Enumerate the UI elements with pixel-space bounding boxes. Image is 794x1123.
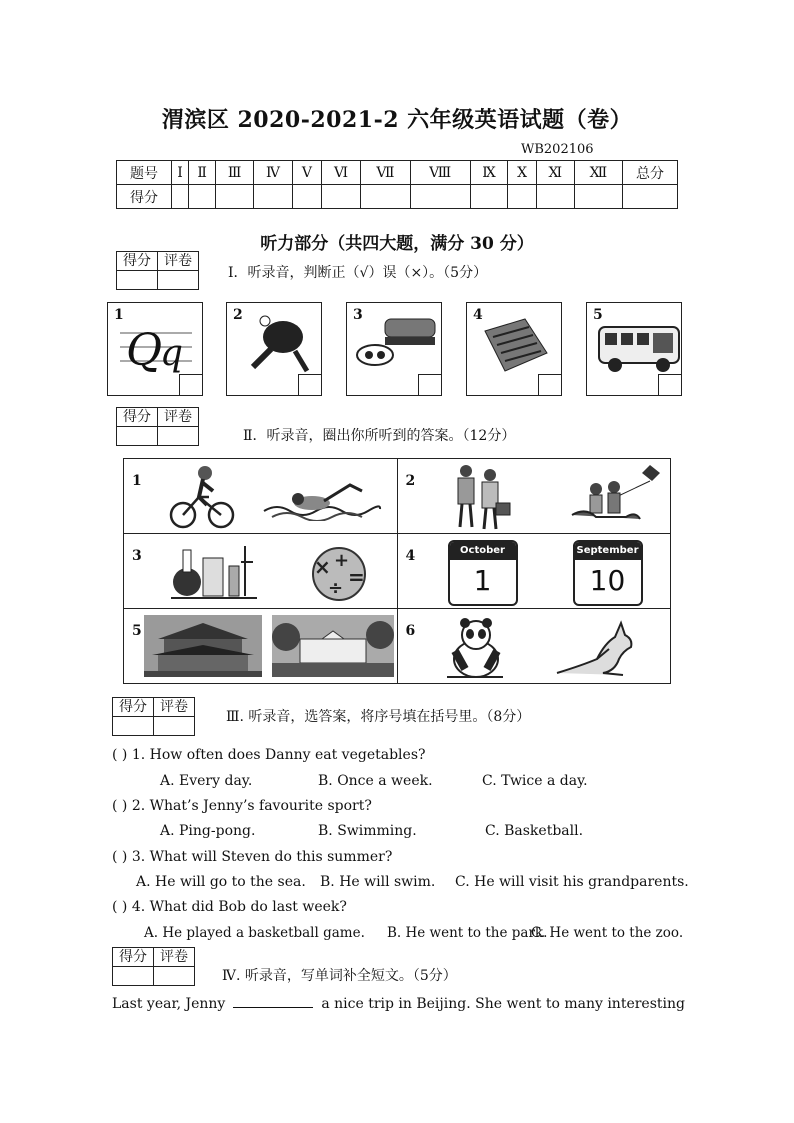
question-text: 1. How often does Danny eat vegetables? <box>131 747 426 763</box>
score-input-cell[interactable] <box>536 185 574 209</box>
science-lab-icon[interactable] <box>169 542 259 604</box>
option-b: B. Once a week. <box>318 773 433 789</box>
item-number: 1 <box>114 307 124 323</box>
answer-box[interactable] <box>658 374 682 396</box>
passage-line <box>112 995 685 1012</box>
white-house-icon[interactable] <box>272 615 394 677</box>
grader-cell[interactable] <box>158 427 199 446</box>
option-c: C. Twice a day. <box>482 773 588 789</box>
fill-blank[interactable] <box>233 995 313 1008</box>
part2-grid <box>123 458 671 684</box>
svg-text:+: + <box>334 550 350 571</box>
grader-box-2 <box>116 407 199 446</box>
shopping-icon[interactable] <box>448 461 514 533</box>
part1-item-5 <box>586 302 682 396</box>
part3-heading: Ⅲ. 听录音，选答案，将序号填在括号里。（8分） <box>226 709 531 725</box>
answer-box[interactable] <box>298 374 322 396</box>
calendar-day: 1 <box>473 564 492 597</box>
score-row-label: 得分 <box>117 185 172 209</box>
part2-cell-6[interactable] <box>397 609 671 684</box>
option-b: B. He went to the park. <box>387 925 548 941</box>
score-header-cell: Ⅲ <box>216 161 254 185</box>
answer-paren[interactable]: ( ) <box>112 849 128 865</box>
question-text: 2. What’s Jenny’s favourite sport? <box>131 798 372 814</box>
score-table <box>116 160 678 209</box>
score-label: 得分 <box>117 408 158 427</box>
part2-heading: Ⅱ．听录音，圈出你所听到的答案。（12分） <box>243 428 516 444</box>
question-2 <box>112 798 372 814</box>
option-b: B. Swimming. <box>318 823 417 839</box>
calendar-september[interactable] <box>573 540 643 606</box>
calendar-month: September <box>575 542 641 560</box>
kangaroo-icon[interactable] <box>553 619 643 679</box>
answer-paren[interactable]: ( ) <box>112 798 128 814</box>
question-text: 3. What will Steven do this summer? <box>131 849 393 865</box>
score-input-cell[interactable] <box>172 185 189 209</box>
svg-text:q: q <box>160 333 184 374</box>
item-number: 4 <box>473 307 483 323</box>
score-header-cell: Ⅱ <box>188 161 215 185</box>
score-input-cell[interactable] <box>410 185 470 209</box>
option-c: C. He went to the zoo. <box>531 925 684 941</box>
item-number: 5 <box>593 307 603 323</box>
option-b: B. He will swim. <box>320 874 436 890</box>
page-title: 渭滨区 2020-2021-2 六年级英语试题（卷） <box>161 107 633 133</box>
option-a: A. He will go to the sea. <box>136 874 306 890</box>
score-header-cell: Ⅹ <box>508 161 537 185</box>
answer-paren[interactable]: ( ) <box>112 899 128 915</box>
part2-cell-4[interactable] <box>397 534 671 609</box>
grader-label: 评卷 <box>158 408 199 427</box>
grader-box-4 <box>112 947 195 986</box>
score-label: 得分 <box>117 252 158 271</box>
answer-paren[interactable]: ( ) <box>112 747 128 763</box>
score-cell[interactable] <box>113 717 154 736</box>
question-3 <box>112 849 392 865</box>
math-symbols-icon[interactable] <box>304 544 374 604</box>
passage-text: a nice trip in Beijing. She went to many interesting <box>321 996 685 1012</box>
passage-text: Last year, Jenny <box>112 996 226 1012</box>
calendar-month: October <box>450 542 516 560</box>
score-input-cell[interactable] <box>188 185 215 209</box>
cell-number: 2 <box>405 473 416 489</box>
question-4 <box>112 899 347 915</box>
grader-label: 评卷 <box>158 252 199 271</box>
score-label: 得分 <box>113 698 154 717</box>
score-header-cell: Ⅷ <box>410 161 470 185</box>
score-cell[interactable] <box>117 271 158 290</box>
svg-text:×: × <box>314 555 331 579</box>
score-header-cell: Ⅶ <box>361 161 411 185</box>
calendar-day: 10 <box>589 564 626 597</box>
option-a: A. Ping-pong. <box>160 823 256 839</box>
score-input-cell[interactable] <box>216 185 254 209</box>
score-header-cell: Ⅸ <box>470 161 508 185</box>
item-number: 2 <box>233 307 243 323</box>
option-c: C. He will visit his grandparents. <box>455 874 689 890</box>
score-input-cell[interactable] <box>292 185 321 209</box>
part1-item-4 <box>466 302 562 396</box>
option-c: C. Basketball. <box>485 823 584 839</box>
part1-item-3 <box>346 302 442 396</box>
flying-kite-icon[interactable] <box>566 461 666 533</box>
score-input-cell[interactable] <box>254 185 293 209</box>
score-header-label: 题号 <box>117 161 172 185</box>
cycling-icon[interactable] <box>169 463 239 533</box>
answer-box[interactable] <box>418 374 442 396</box>
question-1 <box>112 747 426 763</box>
listening-title: 听力部分（共四大题，满分 30 分） <box>260 234 534 254</box>
grader-box-3 <box>112 697 195 736</box>
option-a: A. Every day. <box>160 773 253 789</box>
part1-item-1 <box>107 302 203 396</box>
question-text: 4. What did Bob do last week? <box>131 899 347 915</box>
part1-item-2 <box>226 302 322 396</box>
item-number: 3 <box>353 307 363 323</box>
exam-code: WB202106 <box>521 142 594 157</box>
score-input-cell[interactable] <box>470 185 508 209</box>
score-header-cell: Ⅻ <box>574 161 622 185</box>
score-header-cell: Ⅺ <box>536 161 574 185</box>
score-label: 得分 <box>113 948 154 967</box>
score-header-cell: Ⅰ <box>172 161 189 185</box>
grader-label: 评卷 <box>154 698 195 717</box>
score-header-cell: Ⅳ <box>254 161 293 185</box>
cell-number: 4 <box>405 548 416 564</box>
panda-icon[interactable] <box>443 615 509 681</box>
cell-number: 6 <box>405 623 416 639</box>
part4-heading: Ⅳ. 听录音，写单词补全短文。（5分） <box>222 968 457 984</box>
cell-number: 5 <box>132 623 142 639</box>
part2-cell-3[interactable] <box>124 534 398 609</box>
swimming-icon[interactable] <box>262 477 382 521</box>
option-a: A. He played a basketball game. <box>144 925 365 941</box>
grader-cell[interactable] <box>154 717 195 736</box>
svg-text:Q: Q <box>126 325 163 376</box>
score-input-cell[interactable] <box>508 185 537 209</box>
part2-cell-2[interactable] <box>397 459 671 534</box>
score-header-cell: Ⅵ <box>321 161 360 185</box>
grader-cell[interactable] <box>158 271 199 290</box>
score-cell[interactable] <box>113 967 154 986</box>
calendar-october[interactable] <box>448 540 518 606</box>
score-cell[interactable] <box>117 427 158 446</box>
grader-label: 评卷 <box>154 948 195 967</box>
score-input-cell[interactable] <box>321 185 360 209</box>
part1-heading: Ⅰ．听录音，判断正（√）误（×）。（5分） <box>228 265 488 281</box>
score-header-cell: Ⅴ <box>292 161 321 185</box>
answer-box[interactable] <box>179 374 203 396</box>
answer-box[interactable] <box>538 374 562 396</box>
score-input-cell[interactable] <box>574 185 622 209</box>
score-input-cell[interactable] <box>623 185 678 209</box>
grader-box-1 <box>116 251 199 290</box>
svg-text:=: = <box>348 565 365 589</box>
part2-cell-5[interactable] <box>124 609 398 684</box>
part2-cell-1[interactable] <box>124 459 398 534</box>
cell-number: 1 <box>132 473 142 489</box>
score-input-cell[interactable] <box>361 185 411 209</box>
svg-text:÷: ÷ <box>328 578 344 599</box>
score-header-cell: 总分 <box>623 161 678 185</box>
grader-cell[interactable] <box>154 967 195 986</box>
palace-icon[interactable] <box>144 615 262 677</box>
cell-number: 3 <box>132 548 142 564</box>
